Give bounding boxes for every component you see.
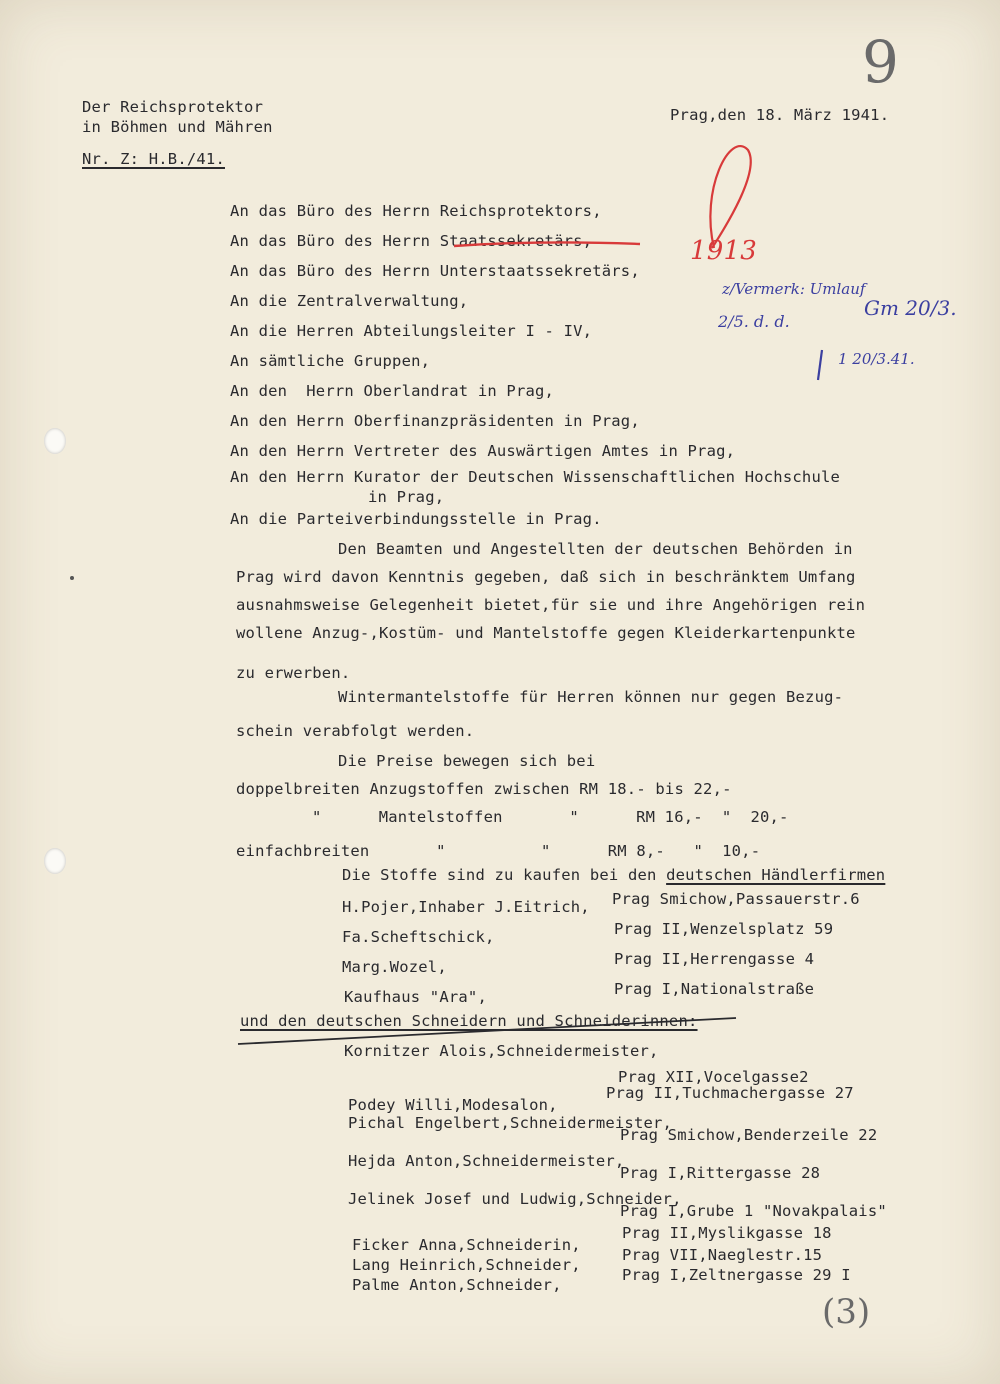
tailor-name: Ficker Anna,Schneiderin,: [352, 1236, 581, 1254]
red-pencil-number: 1913: [690, 236, 757, 266]
recipient-line: An den Herrn Kurator der Deutschen Wissenschaftlichen Hochschule: [230, 468, 841, 486]
tailor-address: Prag I,Rittergasse 28: [620, 1164, 821, 1182]
body-line: wollene Anzug-,Kostüm- und Mantelstoffe gegen Kleiderkartenpunkte: [236, 624, 856, 642]
blue-note-line: 2/5. d. d.: [718, 312, 790, 331]
sender-line-1: Der Reichsprotektor: [82, 98, 264, 116]
tailor-address: Prag Smichow,Benderzeile 22: [620, 1126, 878, 1144]
recipient-line: An den Herrn Oberlandrat in Prag,: [230, 382, 555, 400]
tailor-name: Hejda Anton,Schneidermeister,: [348, 1152, 625, 1170]
dealer-name: Fa.Scheftschick,: [342, 928, 495, 946]
recipient-line: An den Herrn Oberfinanzpräsidenten in Prag,: [230, 412, 640, 430]
dealer-name: Marg.Wozel,: [342, 958, 447, 976]
recipient-line: An die Herren Abteilungsleiter I - IV,: [230, 322, 593, 340]
body-line: Den Beamten und Angestellten der deutschen Behörden in: [338, 540, 853, 558]
tailor-address: Prag II,Tuchmachergasse 27: [606, 1084, 854, 1102]
recipient-line: An das Büro des Herrn Staatssekretärs,: [230, 232, 593, 250]
price-row: doppelbreiten Anzugstoffen zwischen RM 18.- bis 22,-: [236, 780, 732, 798]
dealer-address: Prag Smichow,Passauerstr.6: [612, 890, 860, 908]
reference-number: Nr. Z: H.B./41.: [82, 150, 225, 168]
recipient-line: An den Herrn Vertreter des Auswärtigen Amtes in Prag,: [230, 442, 736, 460]
prices-intro: Die Preise bewegen sich bei: [338, 752, 596, 770]
blue-note-line: 1 20/3.41.: [838, 350, 915, 368]
tailor-address: Prag I,Zeltnergasse 29 I: [622, 1266, 851, 1284]
sender-line-2: in Böhmen und Mähren: [82, 118, 273, 136]
body-line: Wintermantelstoffe für Herren können nur gegen Bezug-: [338, 688, 844, 706]
price-row: einfachbreiten " " RM 8,- " 10,-: [236, 842, 761, 860]
recipient-line: An sämtliche Gruppen,: [230, 352, 431, 370]
recipient-line: An die Zentralverwaltung,: [230, 292, 469, 310]
recipient-line: An das Büro des Herrn Reichsprotektors,: [230, 202, 602, 220]
paper-speck: [70, 576, 74, 580]
place-date: Prag,den 18. März 1941.: [670, 106, 890, 124]
body-line: ausnahmsweise Gelegenheit bietet,für sie und ihre Angehörigen rein: [236, 596, 866, 614]
tailor-name: Kornitzer Alois,Schneidermeister,: [344, 1042, 659, 1060]
blue-note-line: z/Vermerk: Umlauf: [722, 280, 866, 298]
price-row: " Mantelstoffen " RM 16,- " 20,-: [312, 808, 789, 826]
dealer-address: Prag II,Herrengasse 4: [614, 950, 815, 968]
blue-stroke: [818, 350, 822, 380]
tailor-address: Prag I,Grube 1 "Novakpalais": [620, 1202, 887, 1220]
tailor-name: Lang Heinrich,Schneider,: [352, 1256, 581, 1274]
tailor-address: Prag XII,Vocelgasse2: [618, 1068, 809, 1086]
tailors-heading: und den deutschen Schneidern und Schneiderinnen:: [240, 1012, 698, 1030]
dealer-address: Prag II,Wenzelsplatz 59: [614, 920, 834, 938]
dealer-name: Kaufhaus "Ara",: [344, 988, 487, 1006]
recipient-line-continued: in Prag,: [368, 488, 445, 506]
page-number: 9: [862, 28, 899, 96]
tailor-name: Jelinek Josef und Ludwig,Schneider,: [348, 1190, 682, 1208]
punch-hole-top: [44, 428, 66, 454]
dealers-intro: Die Stoffe sind zu kaufen bei den deutschen Händlerfirmen: [342, 866, 886, 884]
red-loop-mark: [710, 146, 750, 248]
recipient-line: An die Parteiverbindungsstelle in Prag.: [230, 510, 602, 528]
punch-hole-bottom: [44, 848, 66, 874]
body-line: schein verabfolgt werden.: [236, 722, 475, 740]
body-line: Prag wird davon Kenntnis gegeben, daß sich in beschränktem Umfang: [236, 568, 856, 586]
dealer-name: H.Pojer,Inhaber J.Eitrich,: [342, 898, 590, 916]
dealer-address: Prag I,Nationalstraße: [614, 980, 815, 998]
tailor-name: Palme Anton,Schneider,: [352, 1276, 562, 1294]
tailor-name: Podey Willi,Modesalon,: [348, 1096, 558, 1114]
tailor-name: Pichal Engelbert,Schneidermeister,: [348, 1114, 673, 1132]
tailor-address: Prag VII,Naeglestr.15: [622, 1246, 823, 1264]
body-line: zu erwerben.: [236, 664, 351, 682]
recipient-line: An das Büro des Herrn Unterstaatssekretärs,: [230, 262, 640, 280]
dealers-intro-underlined: deutschen Händlerfirmen: [666, 866, 886, 884]
pencil-mark-bottom: (3): [822, 1292, 871, 1332]
tailor-address: Prag II,Myslikgasse 18: [622, 1224, 832, 1242]
blue-initials: Gm 20/3.: [864, 296, 957, 320]
